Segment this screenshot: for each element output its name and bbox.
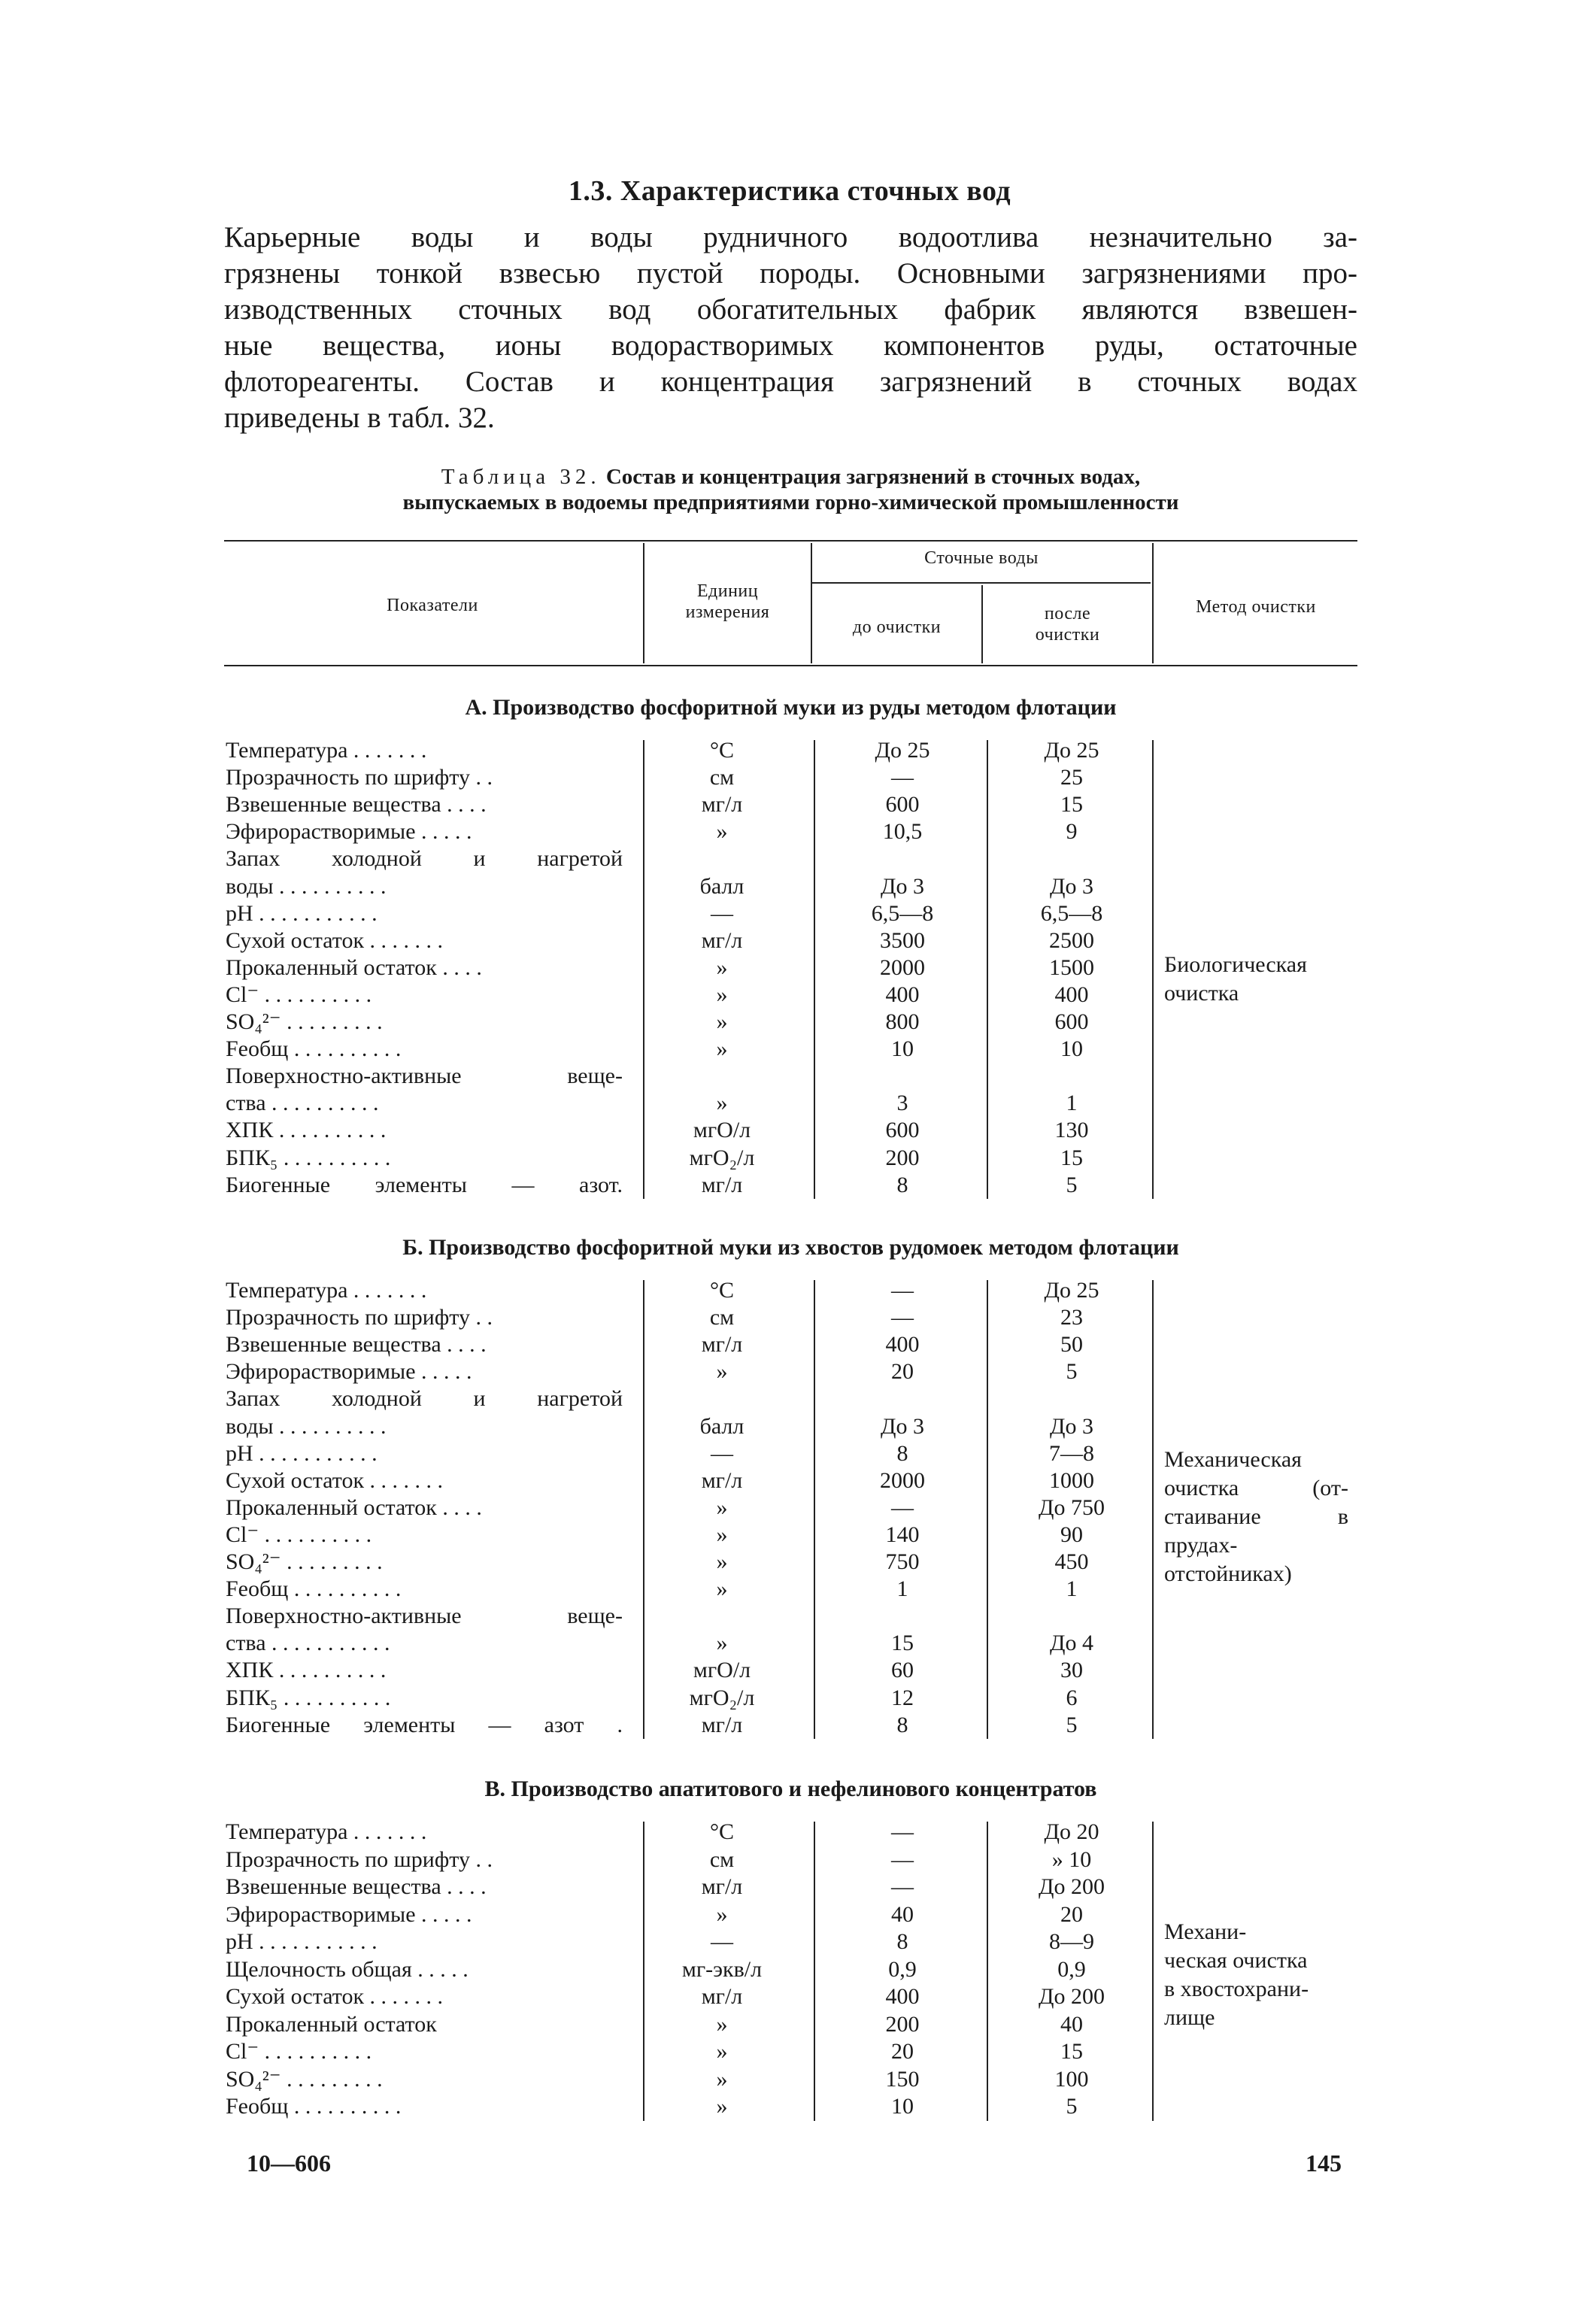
unit-cell: » bbox=[716, 2011, 728, 2037]
after-treatment-value: 9 bbox=[1066, 819, 1078, 845]
unit-cell: » bbox=[716, 954, 728, 980]
unit-cell: мг/л bbox=[701, 1984, 743, 2009]
before-treatment-value: 8 bbox=[896, 1712, 908, 1737]
table-row bbox=[0, 900, 1577, 927]
after-treatment-value: 50 bbox=[1060, 1332, 1083, 1358]
header-divider bbox=[643, 543, 644, 663]
table-row bbox=[0, 1819, 1577, 1846]
table-row bbox=[0, 1685, 1577, 1712]
after-treatment-value: 10 bbox=[1060, 1036, 1083, 1062]
table-caption-line2: выпускаемых в водоемы предприятиями горно-химической промышленности bbox=[402, 490, 1179, 514]
after-treatment-value: До 25 bbox=[1044, 738, 1099, 763]
indicator-label: Взвешенные вещества . . . . bbox=[226, 1332, 487, 1358]
unit-cell: » bbox=[716, 1522, 728, 1547]
before-treatment-value: — bbox=[891, 1494, 914, 1520]
after-treatment-value: 600 bbox=[1054, 1009, 1089, 1034]
unit-cell: » bbox=[716, 1576, 728, 1602]
indicator-label: Запах холодной и нагретой bbox=[226, 1386, 623, 1412]
treatment-method-line: очистка (от- bbox=[1164, 1476, 1348, 1500]
before-treatment-value: 1 bbox=[896, 1576, 908, 1602]
after-treatment-value: 25 bbox=[1060, 765, 1083, 790]
indicator-label: Прозрачность по шрифту . . bbox=[226, 765, 493, 790]
unit-cell: °С bbox=[709, 738, 734, 763]
table-row bbox=[0, 1846, 1577, 1873]
unit-cell: » bbox=[716, 1091, 728, 1116]
indicator-label: SO₄²⁻ . . . . . . . . . bbox=[226, 1549, 383, 1574]
unit-cell: мгО₂/л bbox=[689, 1685, 755, 1710]
before-treatment-value: 600 bbox=[885, 792, 920, 818]
table-row bbox=[0, 1009, 1577, 1036]
indicator-label: ства . . . . . . . . . . . bbox=[226, 1631, 390, 1656]
unit-cell: » bbox=[716, 1494, 728, 1520]
intro-line: флотореагенты. Состав и концентрация загрязнений в сточных водах bbox=[224, 366, 1357, 398]
intro-line: грязнены тонкой взвесью пустой породы. Основными загрязнениями про- bbox=[224, 257, 1357, 290]
table-row bbox=[0, 1358, 1577, 1385]
unit-cell: » bbox=[716, 2066, 728, 2092]
unit-cell: °С bbox=[709, 1278, 734, 1303]
after-treatment-value: 100 bbox=[1054, 2066, 1089, 2092]
indicator-label: Биогенные элементы — азот . bbox=[226, 1712, 623, 1737]
before-treatment-value: 750 bbox=[885, 1549, 920, 1574]
treatment-method-line: в хвостохрани- bbox=[1164, 1977, 1309, 2001]
after-treatment-value: До 3 bbox=[1050, 1413, 1093, 1439]
treatment-method-line: лище bbox=[1164, 2005, 1215, 2030]
before-treatment-value: 400 bbox=[885, 981, 920, 1007]
header-units-line2: измерения bbox=[685, 602, 770, 622]
after-treatment-value: До 20 bbox=[1044, 1819, 1099, 1844]
indicator-label: Feобщ . . . . . . . . . . bbox=[226, 2094, 402, 2119]
after-treatment-value: До 750 bbox=[1039, 1494, 1105, 1520]
before-treatment-value: 3 bbox=[896, 1091, 908, 1116]
indicator-label: Биогенные элементы — азот. bbox=[226, 1172, 623, 1197]
after-treatment-value: 15 bbox=[1060, 792, 1083, 818]
table-row bbox=[0, 2093, 1577, 2120]
unit-cell: » bbox=[716, 1036, 728, 1062]
header-before: до очистки bbox=[852, 617, 942, 637]
header-wastewater: Сточные воды bbox=[924, 548, 1039, 568]
before-treatment-value: 60 bbox=[891, 1658, 914, 1683]
treatment-method-line: прудах- bbox=[1164, 1533, 1238, 1558]
intro-line: изводственных сточных вод обогатительных фабрик являются взвешен- bbox=[224, 293, 1357, 326]
header-divider bbox=[1152, 543, 1154, 663]
printer-signature: 10—606 bbox=[247, 2150, 331, 2177]
table-row bbox=[0, 1331, 1577, 1358]
before-treatment-value: 140 bbox=[885, 1522, 920, 1547]
indicator-label: Прозрачность по шрифту . . bbox=[226, 1846, 493, 1872]
after-treatment-value: 1000 bbox=[1049, 1467, 1094, 1493]
before-treatment-value: 20 bbox=[891, 1359, 914, 1385]
before-treatment-value: 800 bbox=[885, 1009, 920, 1034]
indicator-label: Эфирорастворимые . . . . . bbox=[226, 819, 472, 845]
header-units bbox=[647, 581, 808, 623]
unit-cell: » bbox=[716, 1009, 728, 1034]
indicator-label: Взвешенные вещества . . . . bbox=[226, 792, 487, 818]
indicator-label: Cl⁻ . . . . . . . . . . bbox=[226, 981, 372, 1007]
indicator-label: Прокаленный остаток . . . . bbox=[226, 1494, 482, 1520]
table-row bbox=[0, 1630, 1577, 1657]
unit-cell: » bbox=[716, 981, 728, 1007]
before-treatment-value: 3500 bbox=[880, 927, 925, 953]
after-treatment-value: 7—8 bbox=[1049, 1440, 1094, 1466]
table-row bbox=[0, 845, 1577, 872]
unit-cell: » bbox=[716, 2039, 728, 2064]
treatment-method bbox=[1164, 1446, 1348, 1588]
intro-line: приведены в табл. 32. bbox=[224, 402, 495, 434]
before-treatment-value: 10 bbox=[891, 1036, 914, 1062]
before-treatment-value: До 3 bbox=[881, 873, 924, 899]
header-method: Метод очистки bbox=[1196, 597, 1316, 617]
after-treatment-value: 6 bbox=[1066, 1685, 1078, 1710]
unit-cell: » bbox=[716, 1359, 728, 1385]
unit-cell: мг/л bbox=[701, 1712, 743, 1737]
header-after-line1: после bbox=[1044, 604, 1091, 623]
indicator-label: Температура . . . . . . . bbox=[226, 738, 427, 763]
before-treatment-value: 10 bbox=[891, 2094, 914, 2119]
indicator-label: Щелочность общая . . . . . bbox=[226, 1956, 469, 1982]
table-row bbox=[0, 2066, 1577, 2093]
unit-cell: мг/л bbox=[701, 1467, 743, 1493]
table-row bbox=[0, 873, 1577, 900]
intro-paragraph bbox=[224, 220, 1357, 436]
indicator-label: Cl⁻ . . . . . . . . . . bbox=[226, 2039, 372, 2064]
unit-cell: » bbox=[716, 2094, 728, 2119]
treatment-method-line: отстойниках) bbox=[1164, 1561, 1292, 1586]
before-treatment-value: 400 bbox=[885, 1332, 920, 1358]
treatment-method-line: ческая очистка bbox=[1164, 1948, 1308, 1973]
table-row bbox=[0, 1873, 1577, 1901]
after-treatment-value: 5 bbox=[1066, 1359, 1078, 1385]
after-treatment-value: До 3 bbox=[1050, 873, 1093, 899]
header-after-line2: очистки bbox=[1035, 625, 1100, 645]
unit-cell: см bbox=[709, 1846, 735, 1872]
before-treatment-value: — bbox=[891, 1305, 914, 1330]
indicator-label: Эфирорастворимые . . . . . bbox=[226, 1901, 472, 1927]
before-treatment-value: 6,5—8 bbox=[871, 900, 934, 926]
indicator-label: Feобщ . . . . . . . . . . bbox=[226, 1576, 402, 1602]
before-treatment-value: — bbox=[891, 1874, 914, 1899]
before-treatment-value: 20 bbox=[891, 2039, 914, 2064]
before-treatment-value: 200 bbox=[885, 2011, 920, 2037]
before-treatment-value: — bbox=[891, 1278, 914, 1303]
table-row bbox=[0, 1657, 1577, 1684]
after-treatment-value: 1500 bbox=[1049, 954, 1094, 980]
table-row bbox=[0, 1063, 1577, 1090]
after-treatment-value: 2500 bbox=[1049, 927, 1094, 953]
indicator-label: Cl⁻ . . . . . . . . . . bbox=[226, 1522, 372, 1547]
after-treatment-value: До 25 bbox=[1044, 1278, 1099, 1303]
treatment-method-line: Механи- bbox=[1164, 1919, 1247, 1944]
indicator-label: SO₄²⁻ . . . . . . . . . bbox=[226, 1009, 383, 1034]
unit-cell: — bbox=[711, 1929, 733, 1954]
table-row bbox=[0, 1145, 1577, 1172]
indicator-label: БПК₅ . . . . . . . . . . bbox=[226, 1685, 391, 1710]
unit-cell: мг-экв/л bbox=[681, 1956, 763, 1982]
indicator-label: SO₄²⁻ . . . . . . . . . bbox=[226, 2066, 383, 2092]
before-treatment-value: 15 bbox=[891, 1631, 914, 1656]
unit-cell: мгО₂/л bbox=[689, 1145, 755, 1170]
unit-cell: » bbox=[716, 819, 728, 845]
before-treatment-value: — bbox=[891, 765, 914, 790]
treatment-method bbox=[1164, 1918, 1375, 2032]
indicator-label: Взвешенные вещества . . . . bbox=[226, 1874, 487, 1899]
table-row bbox=[0, 1603, 1577, 1630]
indicator-label: Поверхностно-активные веще- bbox=[226, 1603, 623, 1629]
after-treatment-value: До 200 bbox=[1039, 1984, 1105, 2009]
indicator-label: Температура . . . . . . . bbox=[226, 1819, 427, 1844]
table-row bbox=[0, 737, 1577, 764]
table-row bbox=[0, 1712, 1577, 1739]
indicator-label: Прокаленный остаток . . . . bbox=[226, 954, 482, 980]
before-treatment-value: 600 bbox=[885, 1118, 920, 1143]
table-row bbox=[0, 2038, 1577, 2065]
unit-cell: — bbox=[711, 900, 733, 926]
indicator-label: Прокаленный остаток bbox=[226, 2011, 437, 2037]
before-treatment-value: 2000 bbox=[880, 1467, 925, 1493]
unit-cell: » bbox=[716, 1549, 728, 1574]
unit-cell: мг/л bbox=[701, 927, 743, 953]
before-treatment-value: 10,5 bbox=[882, 819, 923, 845]
after-treatment-value: 20 bbox=[1060, 1901, 1083, 1927]
after-treatment-value: До 200 bbox=[1039, 1874, 1105, 1899]
unit-cell: мг/л bbox=[701, 1332, 743, 1358]
before-treatment-value: 12 bbox=[891, 1685, 914, 1710]
unit-cell: мг/л bbox=[701, 792, 743, 818]
table-row bbox=[0, 1117, 1577, 1144]
unit-cell: » bbox=[716, 1631, 728, 1656]
unit-cell: мг/л bbox=[701, 1874, 743, 1899]
unit-cell: балл bbox=[699, 1413, 745, 1439]
before-treatment-value: — bbox=[891, 1819, 914, 1844]
unit-cell: мг/л bbox=[701, 1172, 743, 1197]
table-header-bottom-rule bbox=[224, 665, 1357, 666]
unit-cell: мгО/л bbox=[693, 1118, 751, 1143]
indicator-label: воды . . . . . . . . . . bbox=[226, 1413, 387, 1439]
treatment-method-line: очистка bbox=[1164, 981, 1239, 1006]
after-treatment-value: 30 bbox=[1060, 1658, 1083, 1683]
before-treatment-value: 40 bbox=[891, 1901, 914, 1927]
indicator-label: Поверхностно-активные веще- bbox=[226, 1063, 623, 1089]
table-caption bbox=[224, 464, 1357, 515]
unit-cell: °С bbox=[709, 1819, 734, 1844]
table-row bbox=[0, 791, 1577, 818]
indicator-label: БПК₅ . . . . . . . . . . bbox=[226, 1145, 391, 1170]
header-after bbox=[983, 603, 1152, 645]
unit-cell: мгО/л bbox=[693, 1658, 751, 1683]
indicator-label: ства . . . . . . . . . . bbox=[226, 1091, 379, 1116]
page-number: 145 bbox=[1306, 2150, 1342, 2177]
table-row bbox=[0, 1385, 1577, 1412]
indicator-label: Прозрачность по шрифту . . bbox=[226, 1305, 493, 1330]
wastewater-subrule bbox=[812, 582, 1151, 584]
intro-line: ные вещества, ионы водорастворимых компонентов руды, остаточные bbox=[224, 329, 1357, 362]
section-heading: 1.3. Характеристика сточных вод bbox=[568, 175, 1011, 207]
indicator-label: воды . . . . . . . . . . bbox=[226, 873, 387, 899]
indicator-label: Эфирорастворимые . . . . . bbox=[226, 1359, 472, 1385]
after-treatment-value: До 4 bbox=[1050, 1631, 1093, 1656]
table-row bbox=[0, 1413, 1577, 1440]
after-treatment-value: 8—9 bbox=[1049, 1929, 1094, 1954]
after-treatment-value: 6,5—8 bbox=[1040, 900, 1103, 926]
indicator-label: pH . . . . . . . . . . . bbox=[226, 1929, 378, 1954]
before-treatment-value: 400 bbox=[885, 1984, 920, 2009]
before-treatment-value: 8 bbox=[896, 1172, 908, 1197]
table-row bbox=[0, 764, 1577, 791]
table-caption-label: Таблица 32. bbox=[441, 465, 601, 489]
indicator-label: Сухой остаток . . . . . . . bbox=[226, 927, 444, 953]
before-treatment-value: — bbox=[891, 1846, 914, 1872]
before-treatment-value: 0,9 bbox=[888, 1956, 917, 1982]
before-treatment-value: 200 bbox=[885, 1145, 920, 1170]
treatment-method-line: Биологическая bbox=[1164, 952, 1307, 977]
before-treatment-value: До 3 bbox=[881, 1413, 924, 1439]
after-treatment-value: 1 bbox=[1066, 1576, 1078, 1602]
before-treatment-value: 8 bbox=[896, 1929, 908, 1954]
after-treatment-value: 23 bbox=[1060, 1305, 1083, 1330]
indicator-label: Запах холодной и нагретой bbox=[226, 846, 623, 872]
unit-cell: — bbox=[711, 1440, 733, 1466]
treatment-method bbox=[1164, 951, 1360, 1008]
unit-cell: см bbox=[709, 1305, 735, 1330]
indicator-label: pH . . . . . . . . . . . bbox=[226, 1440, 378, 1466]
after-treatment-value: 40 bbox=[1060, 2011, 1083, 2037]
table-row bbox=[0, 1304, 1577, 1331]
table-row bbox=[0, 1090, 1577, 1117]
indicator-label: ХПК . . . . . . . . . . bbox=[226, 1658, 387, 1683]
table-row bbox=[0, 1036, 1577, 1063]
intro-line: Карьерные воды и воды рудничного водоотлива незначительно за- bbox=[224, 221, 1357, 253]
after-treatment-value: 15 bbox=[1060, 1145, 1083, 1170]
after-treatment-value: 5 bbox=[1066, 2094, 1078, 2119]
unit-cell: » bbox=[716, 1901, 728, 1927]
indicator-label: Сухой остаток . . . . . . . bbox=[226, 1984, 444, 2009]
after-treatment-value: 5 bbox=[1066, 1172, 1078, 1197]
indicator-label: Сухой остаток . . . . . . . bbox=[226, 1467, 444, 1493]
after-treatment-value: » 10 bbox=[1051, 1846, 1092, 1872]
after-treatment-value: 5 bbox=[1066, 1712, 1078, 1737]
after-treatment-value: 15 bbox=[1060, 2039, 1083, 2064]
after-treatment-value: 1 bbox=[1066, 1091, 1078, 1116]
treatment-method-line: Механическая bbox=[1164, 1447, 1302, 1472]
table-top-rule bbox=[224, 540, 1357, 542]
before-treatment-value: 8 bbox=[896, 1440, 908, 1466]
treatment-method-line: стаивание в bbox=[1164, 1504, 1348, 1529]
indicator-label: ХПК . . . . . . . . . . bbox=[226, 1118, 387, 1143]
after-treatment-value: 130 bbox=[1054, 1118, 1089, 1143]
unit-cell: см bbox=[709, 765, 735, 790]
indicator-label: Температура . . . . . . . bbox=[226, 1278, 427, 1303]
before-treatment-value: До 25 bbox=[875, 738, 930, 763]
after-treatment-value: 0,9 bbox=[1057, 1956, 1086, 1982]
section-title: А. Производство фосфоритной муки из руды методом флотации bbox=[465, 695, 1117, 720]
before-treatment-value: 2000 bbox=[880, 954, 925, 980]
table-caption-line1: Состав и концентрация загрязнений в сточных водах, bbox=[605, 465, 1141, 489]
after-treatment-value: 400 bbox=[1054, 981, 1089, 1007]
after-treatment-value: 450 bbox=[1054, 1549, 1089, 1574]
header-units-line1: Единиц bbox=[696, 581, 759, 601]
table-row bbox=[0, 1172, 1577, 1199]
table-row bbox=[0, 1277, 1577, 1304]
indicator-label: Feобщ . . . . . . . . . . bbox=[226, 1036, 402, 1062]
before-treatment-value: 150 bbox=[885, 2066, 920, 2092]
section-title: Б. Производство фосфоритной муки из хвостов рудомоек методом флотации bbox=[402, 1235, 1179, 1260]
section-title: В. Производство апатитового и нефелинового концентратов bbox=[484, 1776, 1097, 1801]
table-row bbox=[0, 818, 1577, 845]
header-indicators: Показатели bbox=[387, 596, 478, 615]
unit-cell: балл bbox=[699, 873, 745, 899]
after-treatment-value: 90 bbox=[1060, 1522, 1083, 1547]
indicator-label: pH . . . . . . . . . . . bbox=[226, 900, 378, 926]
